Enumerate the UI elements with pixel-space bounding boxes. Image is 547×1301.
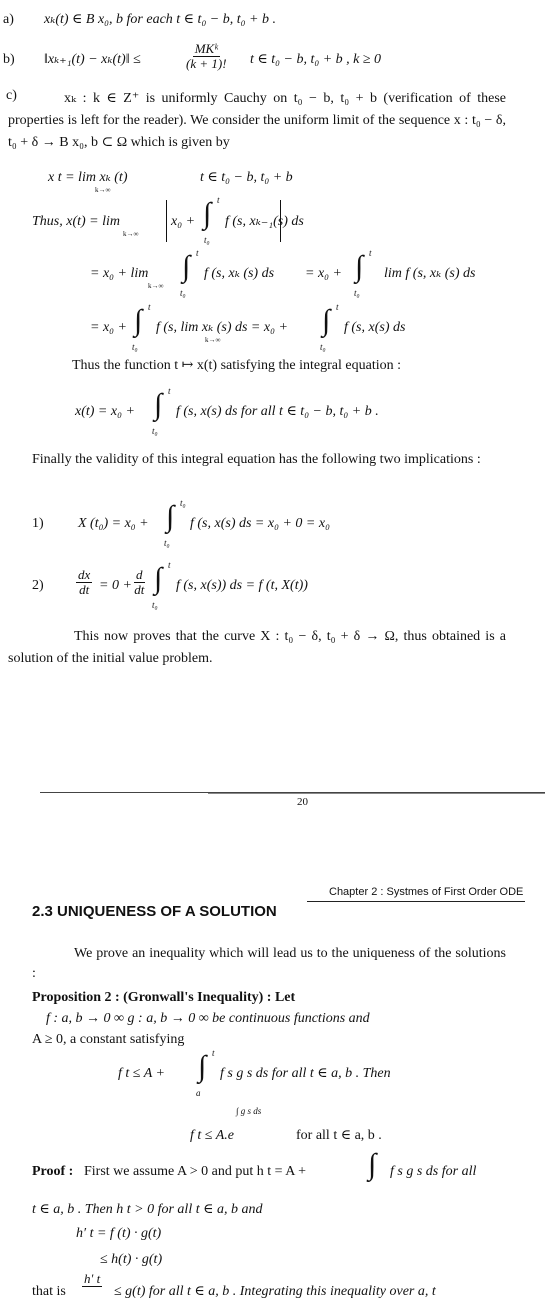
implication-2-mid: = 0 + <box>99 578 132 593</box>
eq2-part-a: = x₀ + lim <box>90 266 149 281</box>
function-statement: Thus the function t ↦ x(t) satisfying the integral equation : <box>72 358 401 373</box>
integral-upper-limit: t <box>168 560 171 570</box>
hprime-numerator: h′ t <box>84 1271 101 1286</box>
integral-upper-limit: t <box>168 386 171 396</box>
d-denominator: dt <box>134 581 145 597</box>
item-b-label: b) <box>3 52 15 67</box>
eq2-integrand-1: f (s, xₖ (s) ds <box>204 266 275 281</box>
implication-1-rhs: f (s, x(s) ds = x₀ + 0 = x₀ <box>190 516 330 531</box>
item-a-text: xₖ(t) ∈ B x₀, b for each t ∈ t₀ − b, t₀ + b . <box>44 12 276 27</box>
gronwall-hypothesis-rhs: f s g s ds for all t ∈ a, b . Then <box>220 1066 391 1081</box>
eq3-integrand-2: f (s, x(s) ds <box>344 320 406 335</box>
d-numerator: d <box>136 567 143 582</box>
gronwall-conclusion-rhs: for all t ∈ a, b . <box>296 1128 382 1143</box>
proof-text: First we assume A > 0 and put h t = A + <box>84 1164 307 1179</box>
thus-integrand: f (s, xₖ₋₁(s) ds <box>225 214 304 229</box>
page-number: 20 <box>297 796 308 808</box>
dx-dt-fraction <box>76 568 92 596</box>
implication-2-rhs: f (s, x(s)) ds = f (t, X(t)) <box>176 578 308 593</box>
hprime-over-h-fraction <box>82 1272 102 1287</box>
integral-upper-limit: t <box>369 248 372 258</box>
section-title: 2.3 UNIQUENESS OF A SOLUTION <box>32 903 277 920</box>
integral-lower-limit: t₀ <box>164 538 170 548</box>
item-b-rhs: t ∈ t₀ − b, t₀ + b , k ≥ 0 <box>250 52 382 67</box>
integral-lower-limit: t₀ <box>180 288 186 298</box>
integral-lower-limit: t₀ <box>320 342 326 352</box>
item-b-fraction <box>186 42 227 70</box>
implication-2-label: 2) <box>32 578 44 593</box>
proof-integral: f s g s ds for all <box>390 1164 477 1179</box>
integral-upper-limit: t <box>217 195 220 205</box>
integral-upper-limit: t <box>196 248 199 258</box>
section-intro: We prove an inequality which will lead us to the uniqueness of the solutions : <box>32 946 506 981</box>
item-b-numerator: MKᵏ <box>194 41 218 56</box>
eq3-part-a: = x₀ + <box>90 320 127 335</box>
item-b-lhs: ‖xₖ₊₁(t) − xₖ(t)‖ ≤ <box>44 52 141 67</box>
eq2-part-b: = x₀ + <box>305 266 342 281</box>
thus-limit-subscript: k→∞ <box>123 230 139 238</box>
integral-sign: ∫ <box>154 562 163 595</box>
left-bracket <box>166 200 167 242</box>
last-line-lead: that is <box>32 1284 66 1299</box>
integral-equation-rhs: f (s, x(s) ds for all t ∈ t₀ − b, t₀ + b . <box>176 404 379 419</box>
limit-domain: t ∈ t₀ − b, t₀ + b <box>200 170 293 185</box>
dx-numerator: dx <box>78 567 91 582</box>
item-c-label: c) <box>6 88 17 103</box>
gronwall-conclusion-lhs: f t ≤ A.e <box>190 1128 234 1143</box>
limit-subscript: k→∞ <box>95 186 111 194</box>
proof-line-2: t ∈ a, b . Then h t > 0 for all t ∈ a, b and <box>32 1202 263 1217</box>
gronwall-exponent: ∫ g s ds <box>236 1106 262 1116</box>
integral-sign: ∫ <box>198 1050 207 1083</box>
item-c-text: xₖ : k ∈ Z⁺ is uniformly Cauchy on t₀ − b, t₀ + b (verification of these properties is left for the reader). We consider the uniform limit of the sequence x : t₀ − δ, t₀ + δ → B x₀, b ⊂ Ω which is given by <box>8 91 506 150</box>
integral-sign: ∫ <box>154 388 163 421</box>
integral-lower-limit: a <box>196 1088 201 1098</box>
proof-label: Proof : <box>32 1164 74 1179</box>
proposition-functions: f : a, b → 0 ∞ g : a, b → 0 ∞ be continuous functions and <box>46 1011 370 1026</box>
implications-intro: Finally the validity of this integral equation has the following two implications : <box>32 452 481 467</box>
item-a-label: a) <box>3 12 14 27</box>
implication-1-label: 1) <box>32 516 44 531</box>
dt-denominator: dt <box>79 581 90 597</box>
integral-sign: ∫ <box>134 304 143 337</box>
integral-upper-limit: t <box>336 302 339 312</box>
gronwall-hypothesis-lhs: f t ≤ A + <box>118 1066 165 1081</box>
integral-lower-limit: t₀ <box>132 342 138 352</box>
implication-1-lhs: X (t₀) = x₀ + <box>78 516 149 531</box>
integral-lower-limit: t₀ <box>152 426 158 436</box>
integral-upper-limit: t <box>148 302 151 312</box>
derivative-line-2: ≤ h(t) · g(t) <box>100 1252 163 1267</box>
integral-sign: ∫ <box>368 1148 377 1181</box>
header-rule <box>307 901 525 902</box>
integral-sign: ∫ <box>166 500 175 533</box>
integral-lower-limit: t₀ <box>354 288 360 298</box>
integral-sign: ∫ <box>203 197 212 230</box>
integral-sign: ∫ <box>355 250 364 283</box>
eq2-integrand-2: lim f (s, xₖ (s) ds <box>384 266 476 281</box>
thus-equation-lead: Thus, x(t) = lim <box>32 214 120 229</box>
right-bracket <box>280 200 281 242</box>
proposition-heading: Proposition 2 : (Gronwall's Inequality) : Let <box>32 990 296 1005</box>
chapter-header: Chapter 2 : Systmes of First Order ODE <box>329 886 524 898</box>
derivative-line-1: h′ t = f (t) · g(t) <box>76 1226 162 1241</box>
integral-sign: ∫ <box>182 250 191 283</box>
limit-definition: x t = lim xₖ (t) <box>48 170 128 185</box>
page-divider-shadow <box>208 793 545 794</box>
eq2-limit-subscript: k→∞ <box>148 282 164 290</box>
integral-sign: ∫ <box>322 304 331 337</box>
proposition-constant: A ≥ 0, a constant satisfying <box>32 1032 185 1047</box>
integral-upper-limit: t <box>212 1048 215 1058</box>
item-b-denominator: (k + 1)! <box>186 55 227 71</box>
eq3-limit-subscript: k→∞ <box>205 336 221 344</box>
d-dt-fraction <box>134 568 145 596</box>
conclusion-paragraph: This now proves that the curve X : t₀ − δ, t₀ + δ → Ω, thus obtained is a solution of the initial value problem. <box>8 629 506 666</box>
integral-lower-limit: t₀ <box>204 235 210 245</box>
integral-upper-limit: t₀ <box>180 498 186 508</box>
last-line-rhs: ≤ g(t) for all t ∈ a, b . Integrating this inequality over a, t <box>114 1284 436 1299</box>
integral-lower-limit: t₀ <box>152 600 158 610</box>
integral-equation-lhs: x(t) = x₀ + <box>75 404 135 419</box>
thus-equation-inner: x₀ + <box>171 214 196 229</box>
eq3-integrand-1: f (s, lim xₖ (s) ds = x₀ + <box>156 320 288 335</box>
